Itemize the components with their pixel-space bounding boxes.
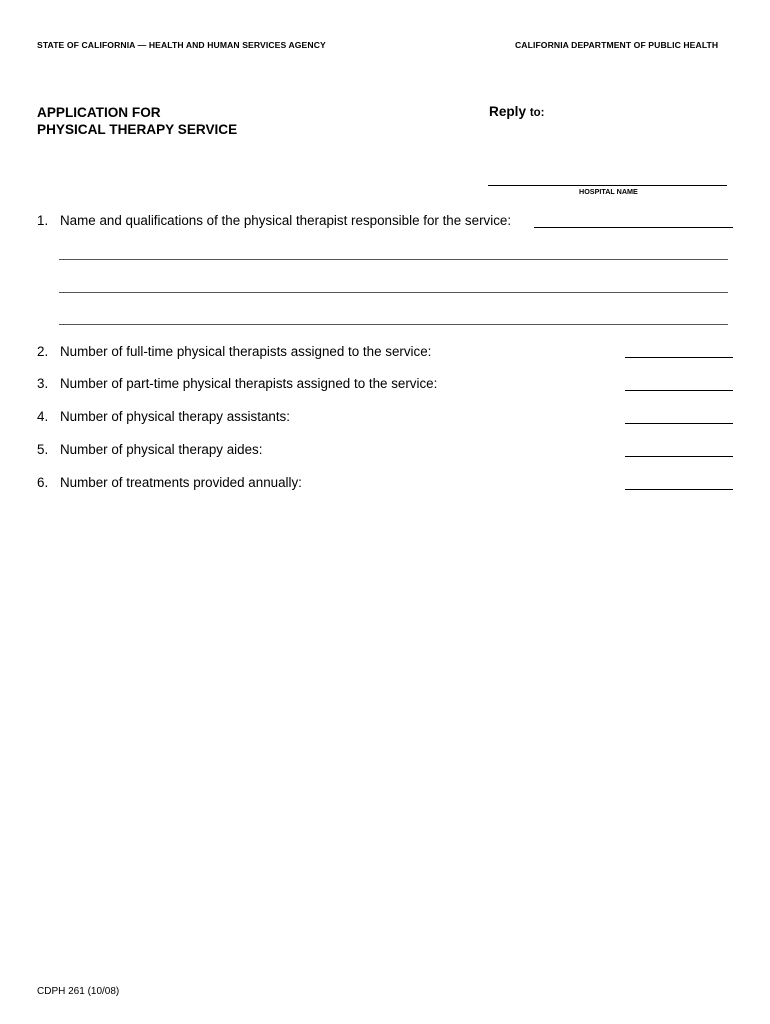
question-4-answer-line[interactable]	[625, 423, 733, 424]
question-1-number: 1.	[37, 213, 49, 228]
question-3-answer-line[interactable]	[625, 390, 733, 391]
reply-to-label	[489, 104, 545, 119]
question-1-answer-line-4[interactable]	[59, 324, 728, 325]
reply-label: Reply	[489, 104, 527, 119]
reply-to-suffix: to:	[529, 107, 545, 119]
question-5-answer-line[interactable]	[625, 456, 733, 457]
question-6-text: Number of treatments provided annually:	[60, 475, 302, 490]
question-4-number: 4.	[37, 409, 49, 424]
question-1	[37, 213, 537, 231]
question-6	[37, 475, 597, 493]
hospital-name-field[interactable]	[488, 185, 727, 186]
question-6-answer-line[interactable]	[625, 489, 733, 490]
department-header: CALIFORNIA DEPARTMENT OF PUBLIC HEALTH	[515, 40, 719, 50]
question-1-text: Name and qualifications of the physical therapist responsible for the service:	[60, 213, 512, 228]
form-id-footer: CDPH 261 (10/08)	[37, 986, 120, 997]
question-3-text: Number of part-time physical therapists assigned to the service:	[60, 376, 438, 391]
question-1-answer-line-2[interactable]	[59, 259, 728, 260]
form-title-line-1: APPLICATION FOR	[37, 105, 161, 120]
question-6-number: 6.	[37, 475, 49, 490]
question-3-number: 3.	[37, 376, 49, 391]
question-3	[37, 376, 597, 394]
question-1-answer-line-1[interactable]	[534, 227, 733, 228]
question-5-text: Number of physical therapy aides:	[60, 442, 263, 457]
question-1-answer-line-3[interactable]	[59, 292, 728, 293]
form-title-line-2: PHYSICAL THERAPY SERVICE	[37, 122, 238, 137]
question-5	[37, 442, 597, 460]
question-2-text: Number of full-time physical therapists assigned to the service:	[60, 344, 432, 359]
question-2	[37, 344, 597, 362]
agency-header: STATE OF CALIFORNIA — HEALTH AND HUMAN SERVICES AGENCY	[37, 40, 326, 50]
form-title	[37, 104, 237, 138]
question-4-text: Number of physical therapy assistants:	[60, 409, 290, 424]
question-5-number: 5.	[37, 442, 49, 457]
question-2-answer-line[interactable]	[625, 357, 733, 358]
hospital-name-label: HOSPITAL NAME	[579, 187, 638, 196]
question-2-number: 2.	[37, 344, 49, 359]
question-4	[37, 409, 597, 427]
